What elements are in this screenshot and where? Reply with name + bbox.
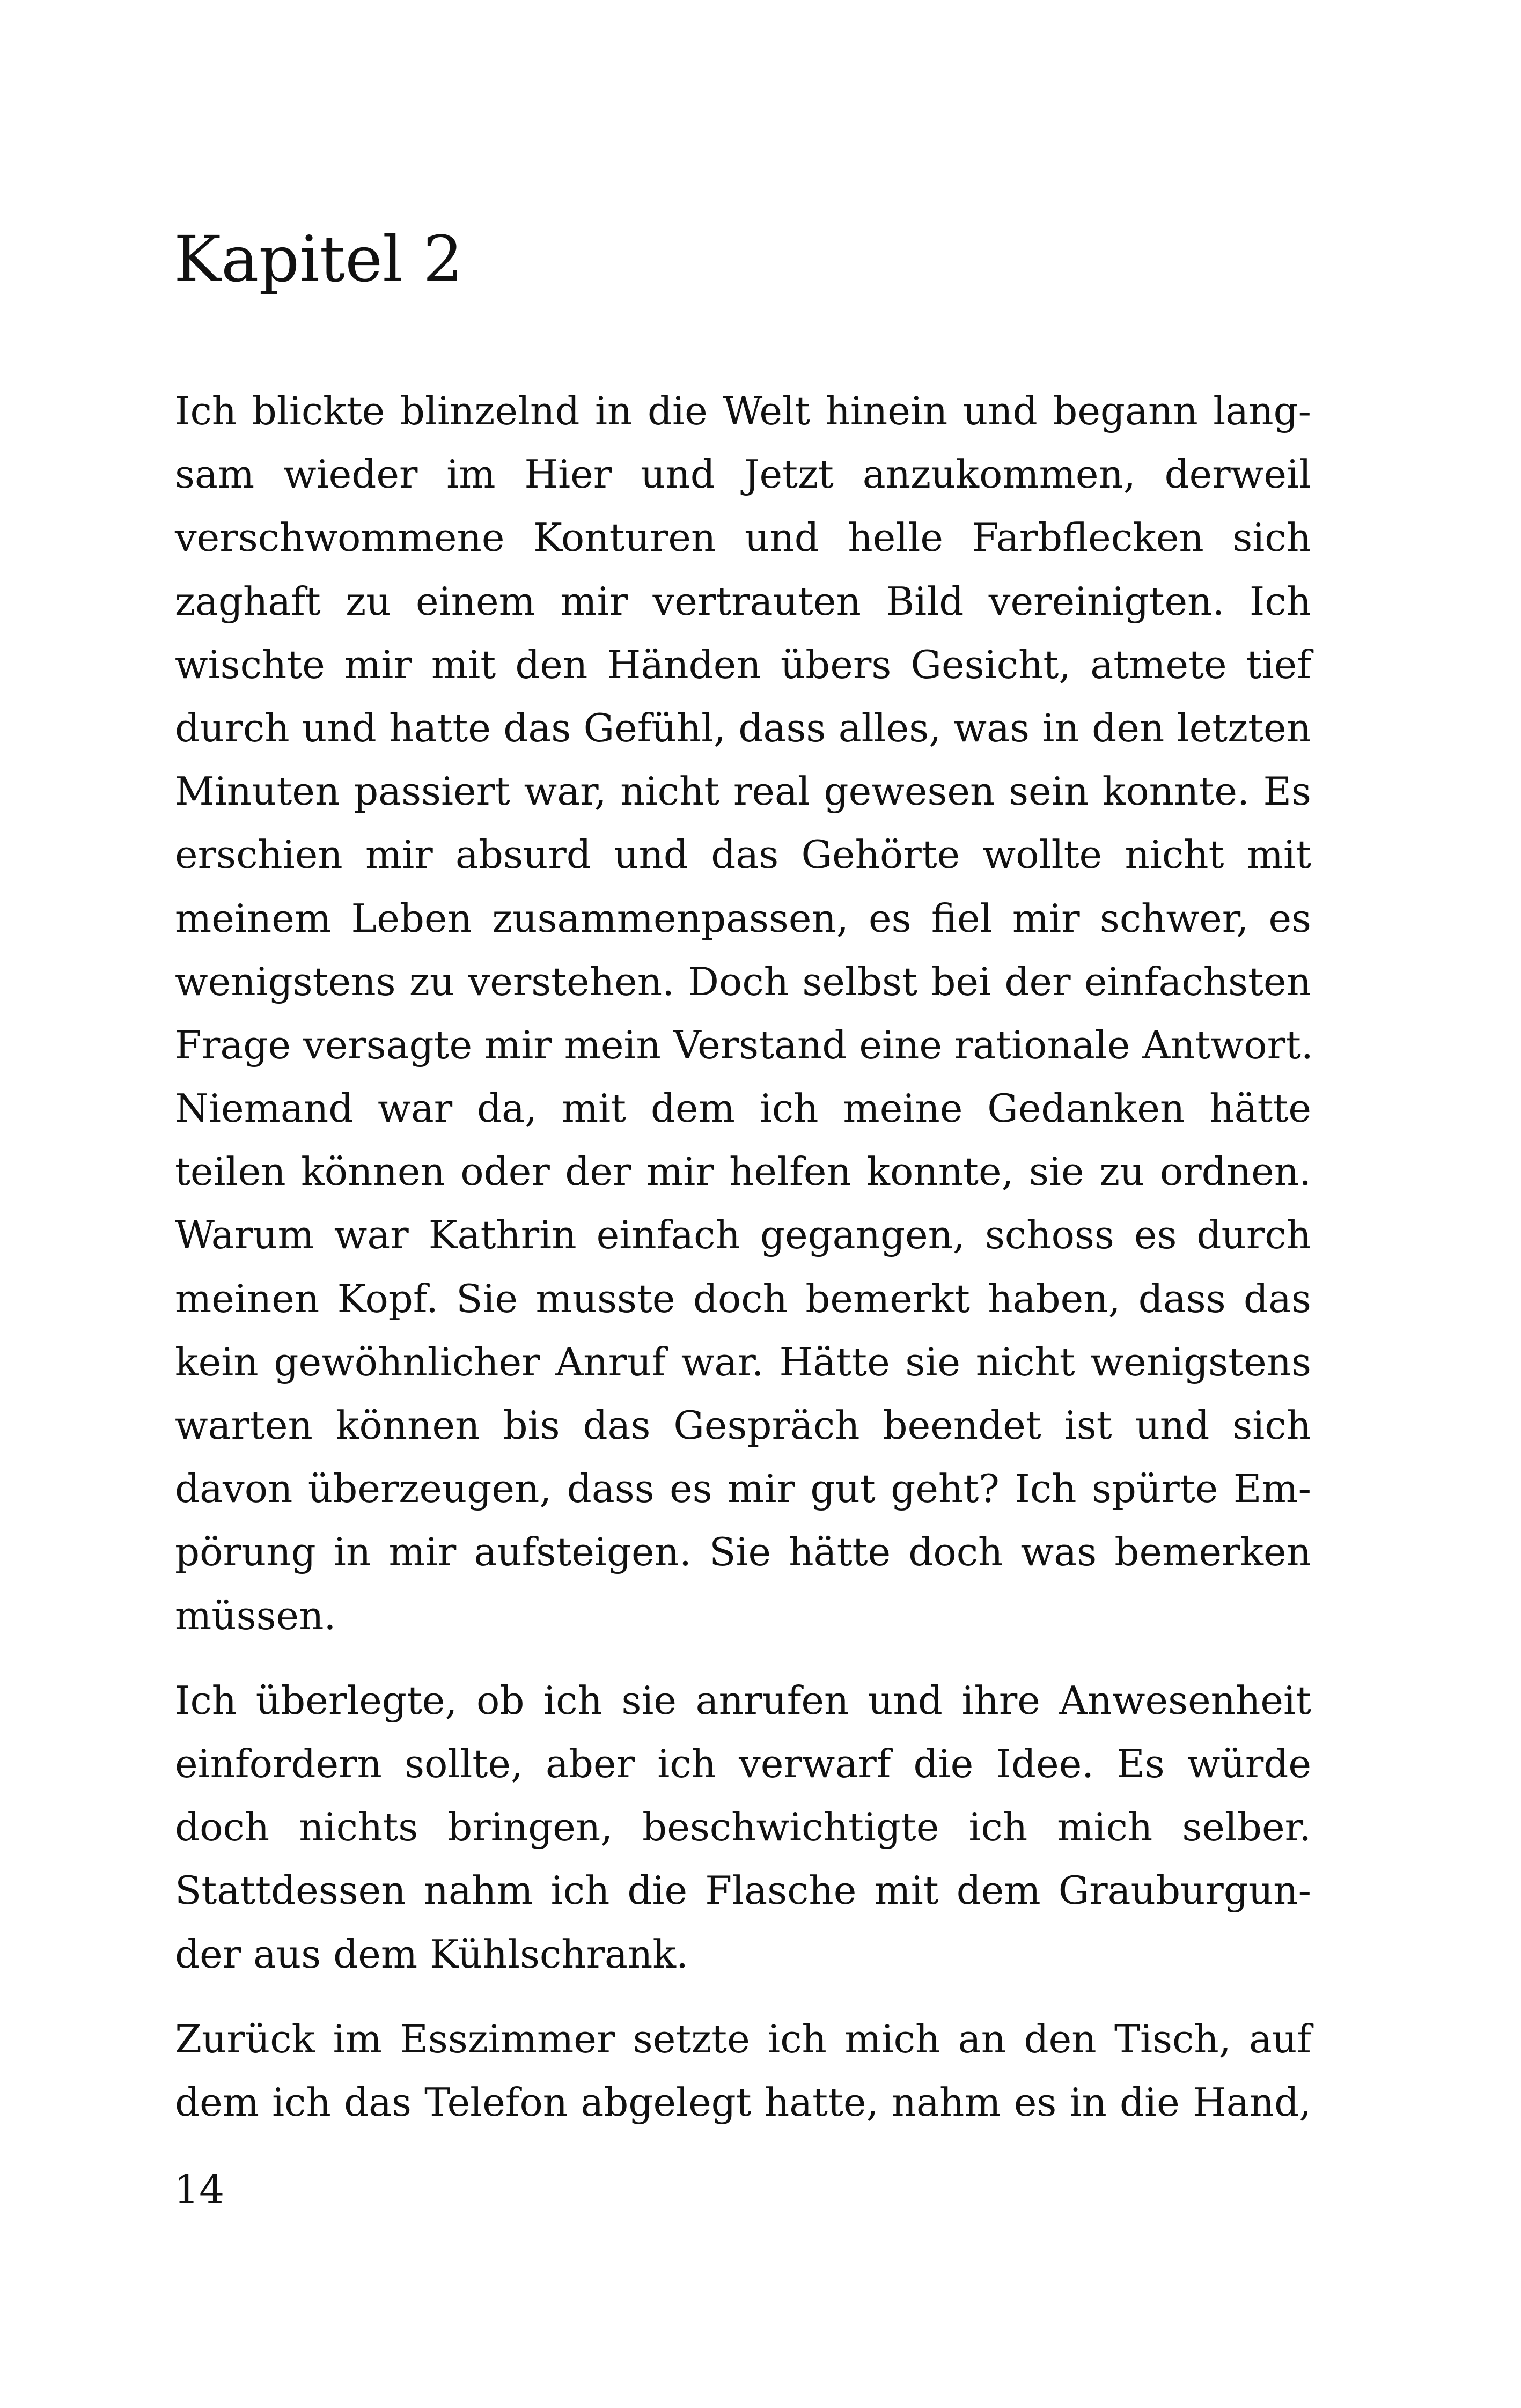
paragraph-3 [175,2007,1311,2134]
text-line: Ich überlegte, ob ich sie anrufen und ihre Anwesenheit [175,1677,1311,1723]
text-line: Warum war Kathrin einfach gegangen, schoss es durch [175,1212,1311,1258]
text-line: teilen können oder der mir helfen konnte, sie zu ordnen. [175,1149,1311,1195]
text-line: meinen Kopf. Sie musste doch bemerkt haben, dass das [175,1276,1311,1321]
text-line: Ich blickte blinzelnd in die Welt hinein und begann lang- [175,388,1311,433]
text-line: zaghaft zu einem mir vertrauten Bild vereinigten. Ich [175,578,1311,624]
text-line: Zurück im Esszimmer setzte ich mich an den Tisch, auf [175,2016,1311,2061]
text-line: Frage versagte mir mein Verstand eine rationale Antwort. [175,1022,1313,1067]
text-line: Stattdessen nahm ich die Flasche mit dem Grauburgun- [175,1868,1311,1913]
text-line: wischte mir mit den Händen übers Gesicht, atmete tief [175,642,1311,687]
chapter-title: Kapitel 2 [174,222,464,296]
text-line: einfordern sollte, aber ich verwarf die Idee. Es würde [175,1741,1311,1786]
text-line: kein gewöhnlicher Anruf war. Hätte sie nicht wenigstens [175,1339,1311,1385]
text-line: sam wieder im Hier und Jetzt anzukommen, derweil [175,452,1311,497]
text-line: meinem Leben zusammenpassen, es fiel mir schwer, es [175,895,1311,941]
paragraph-1 [175,379,1311,1647]
text-line: warten können bis das Gespräch beendet ist und sich [175,1403,1311,1448]
text-line: durch und hatte das Gefühl, dass alles, was in den letzten [175,705,1311,750]
text-line: wenigstens zu verstehen. Doch selbst bei der einfachsten [175,959,1311,1004]
text-line: doch nichts bringen, beschwichtigte ich mich selber. [175,1805,1311,1850]
text-line: Minuten passiert war, nicht real gewesen sein konnte. Es [175,769,1311,814]
text-line: erschien mir absurd und das Gehörte wollte nicht mit [175,832,1311,878]
text-line: der aus dem Kühlschrank. [175,1931,688,1977]
text-line: pörung in mir aufsteigen. Sie hätte doch was bemerken [175,1529,1311,1575]
text-line: Niemand war da, mit dem ich meine Gedanken hätte [175,1086,1311,1131]
paragraph-2 [175,1669,1311,1986]
text-line: dem ich das Telefon abgelegt hatte, nahm es in die Hand, [175,2079,1311,2125]
page-number: 14 [174,2167,225,2213]
body-text [175,379,1311,2134]
text-line: verschwommene Konturen und helle Farbflecken sich [175,515,1311,561]
text-line: davon überzeugen, dass es mir gut geht? Ich spürte Em- [175,1466,1311,1512]
text-line: müssen. [175,1593,336,1638]
